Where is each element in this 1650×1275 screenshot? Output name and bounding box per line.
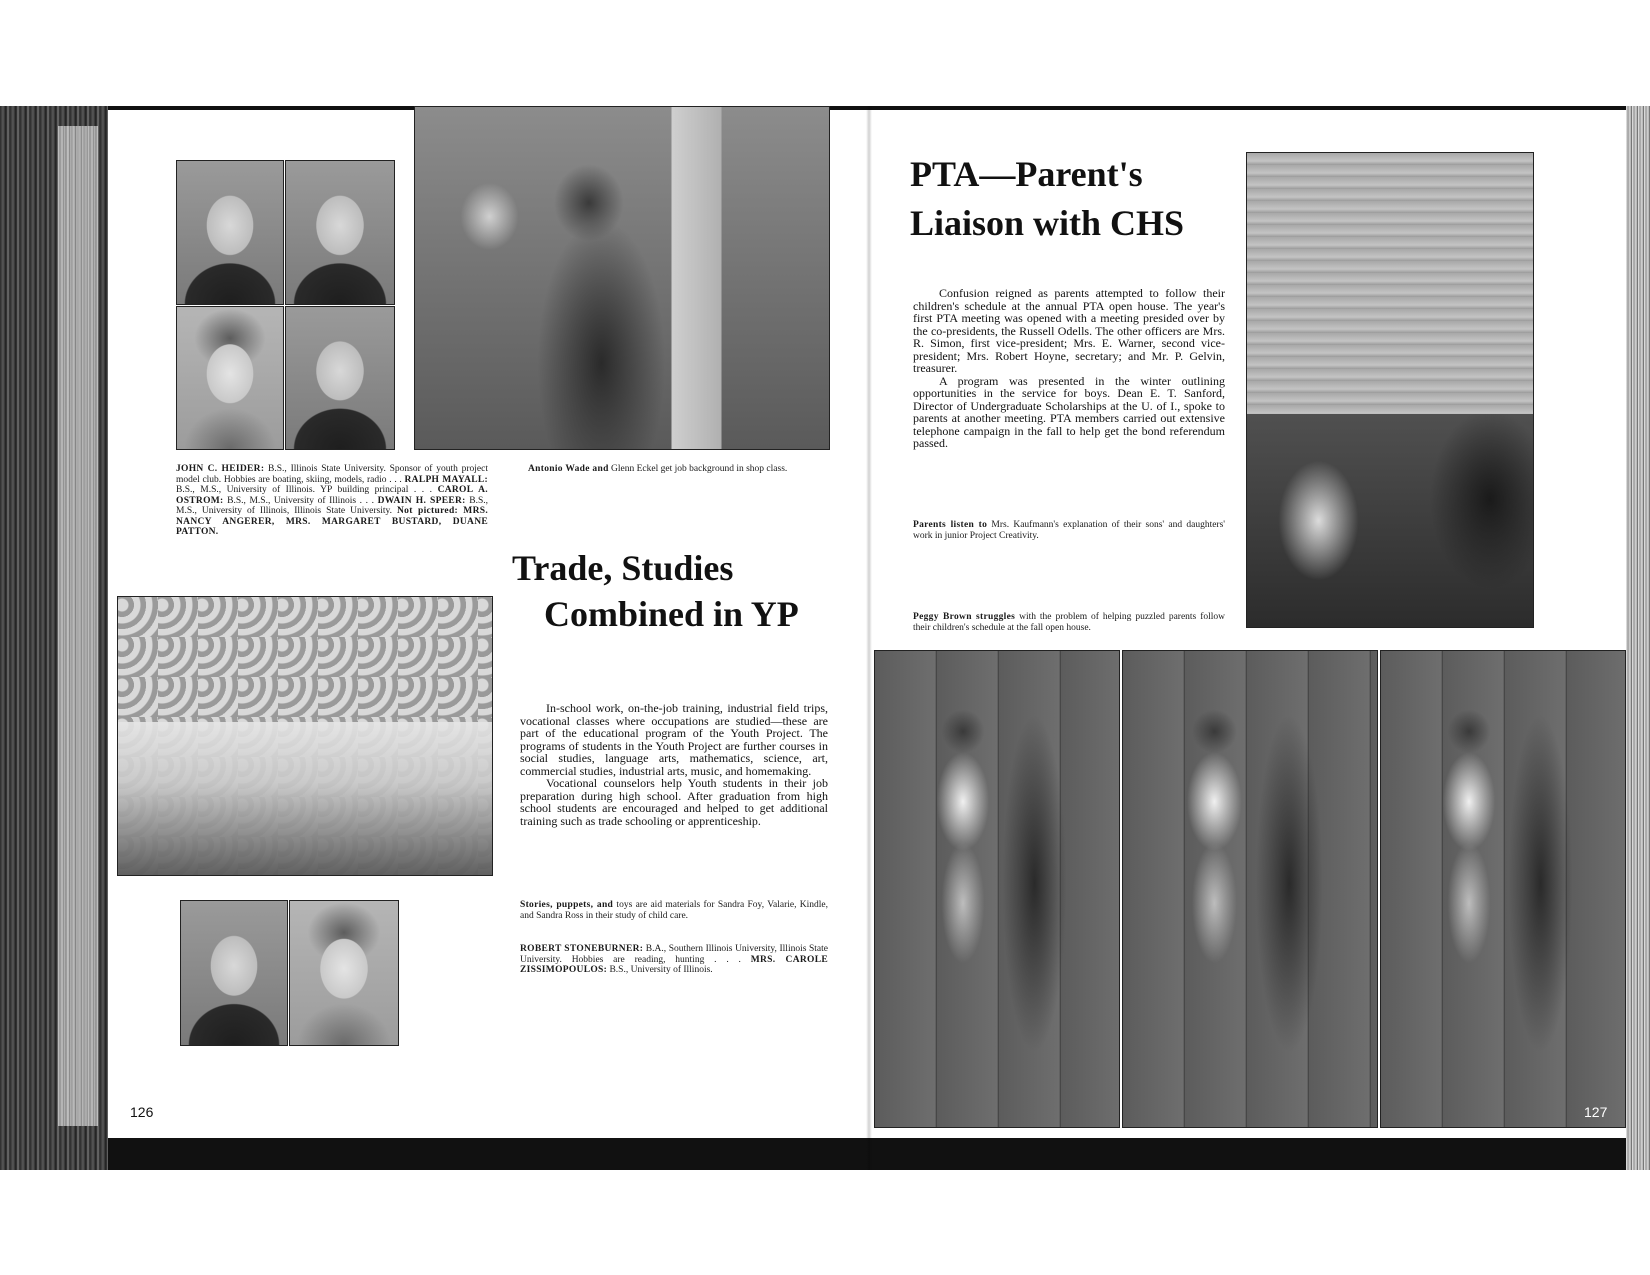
child-care-class-photo — [117, 596, 493, 876]
pta-article — [913, 287, 1225, 450]
caption-text-stoneburner: B.A., Southern Illinois University, Illinois State University. Hobbies are reading, hunting . . . — [520, 944, 828, 965]
portrait-robert-stoneburner — [180, 900, 288, 1046]
caption-text-ostrom: B.S., M.S., University of Illinois . . . — [223, 495, 378, 506]
peggy-caption-text: with the problem of helping puzzled parents follow their children's schedule at the fall open house. — [913, 612, 1225, 633]
article-paragraph-2: Vocational counselors help Youth students in their job preparation during high school. After graduation from high school students are encouraged and helped to get additional training such as trade schooling or apprenticeship. — [520, 776, 828, 828]
shop-caption-text: Glenn Eckel get job background in shop class. — [608, 464, 788, 474]
parents-meeting-photo — [1246, 152, 1534, 628]
pta-paragraph-2: A program was presented in the winter outlining opportunities in the service for boys. Dean E. T. Sanford, Director of Undergraduate Scholarships at the U. of I., spoke to parents at another meeting. PTA members carried out extensive telephone campaign in the fall to help get the bond referendum passed. — [913, 373, 1225, 450]
portrait-ralph-mayall — [285, 160, 395, 305]
parents-caption — [913, 520, 1225, 541]
caption-name-speer: DWAIN H. SPEER: — [377, 495, 466, 506]
caption-name-ostrom: CAROL A. OSTROM: — [176, 485, 488, 506]
open-house-photo-1 — [874, 650, 1120, 1128]
caption-name-heider: JOHN C. HEIDER: — [176, 464, 265, 474]
open-house-photo-2 — [1122, 650, 1378, 1128]
page-number-left: 126 — [130, 1104, 154, 1120]
headline-pta-line2: Liaison with CHS — [910, 203, 1185, 243]
trade-studies-article — [520, 702, 828, 827]
stories-caption — [520, 900, 828, 921]
faculty-caption — [176, 464, 488, 538]
caption-text-heider: B.S., Illinois State University. Sponsor of youth project model club. Hobbies are boating, skiing, models, radio . . . — [176, 464, 488, 485]
open-house-photo-3 — [1380, 650, 1626, 1128]
portrait-carol-ostrom — [176, 306, 284, 450]
parents-caption-lead: Parents listen to — [913, 520, 988, 530]
book-binding-right — [1626, 106, 1650, 1170]
peggy-caption — [913, 612, 1225, 633]
headline-trade-studies-line2: Combined in YP — [544, 594, 799, 634]
pta-paragraph-1: Confusion reigned as parents attempted to follow their children's schedule at the annual PTA open house. The year's first PTA meeting was opened with a meeting presided over by the co-presidents, the Russell Odells. The other officers are Mrs. R. Simon, first vice-president; Mrs. E. Warner, second vice-president; Mrs. Robert Hoyne, secretary; and Mr. P. Gelvin, treasurer. — [913, 286, 1225, 375]
stories-caption-text: toys are aid materials for Sandra Foy, Valarie, Kindle, and Sandra Ross in their study of child care. — [520, 900, 828, 921]
parents-caption-text: Mrs. Kaufmann's explanation of their sons' and daughters' work in junior Project Creativity. — [913, 520, 1225, 541]
caption-text-mayall: B.S., M.S., University of Illinois. YP building principal . . . — [176, 485, 438, 495]
article-paragraph-1: In-school work, on-the-job training, industrial field trips, vocational classes where occupations are studied—these are part of the educational program of the Youth Project. The programs of students in the Youth Project are further courses in social studies, language arts, mathematics, science, art, commercial studies, industrial arts, music, and homemaking. — [520, 701, 828, 778]
portrait-carole-zissimopoulos — [289, 900, 399, 1046]
caption-not-pictured: Not pictured: MRS. NANCY ANGERER, MRS. MARGARET BUSTARD, DUANE PATTON. — [176, 506, 488, 537]
shop-class-photo — [414, 106, 830, 450]
portrait-dwain-speer — [285, 306, 395, 450]
caption-name-mayall: RALPH MAYALL: — [404, 474, 489, 485]
caption-name-stoneburner: ROBERT STONEBURNER: — [520, 944, 644, 954]
shop-caption-lead: Antonio Wade and — [528, 464, 609, 474]
headline-trade-studies-line1: Trade, Studies — [512, 548, 734, 588]
stories-caption-lead: Stories, puppets, and — [520, 900, 614, 910]
page-number-right: 127 — [1584, 1104, 1608, 1120]
shop-caption — [528, 464, 828, 475]
peggy-caption-lead: Peggy Brown struggles — [913, 612, 1016, 622]
caption-text-speer: B.S., M.S., University of Illinois, Illinois State University. — [176, 495, 488, 516]
page-gutter — [866, 106, 872, 1170]
portrait-john-heider — [176, 160, 284, 305]
stoneburner-caption — [520, 944, 828, 976]
caption-text-zissimopoulos: B.S., University of Illinois. — [607, 965, 713, 975]
book-binding-left — [0, 106, 108, 1170]
caption-name-zissimopoulos: MRS. CAROLE ZISSIMOPOULOS: — [520, 954, 829, 975]
headline-pta-line1: PTA—Parent's — [910, 154, 1143, 194]
